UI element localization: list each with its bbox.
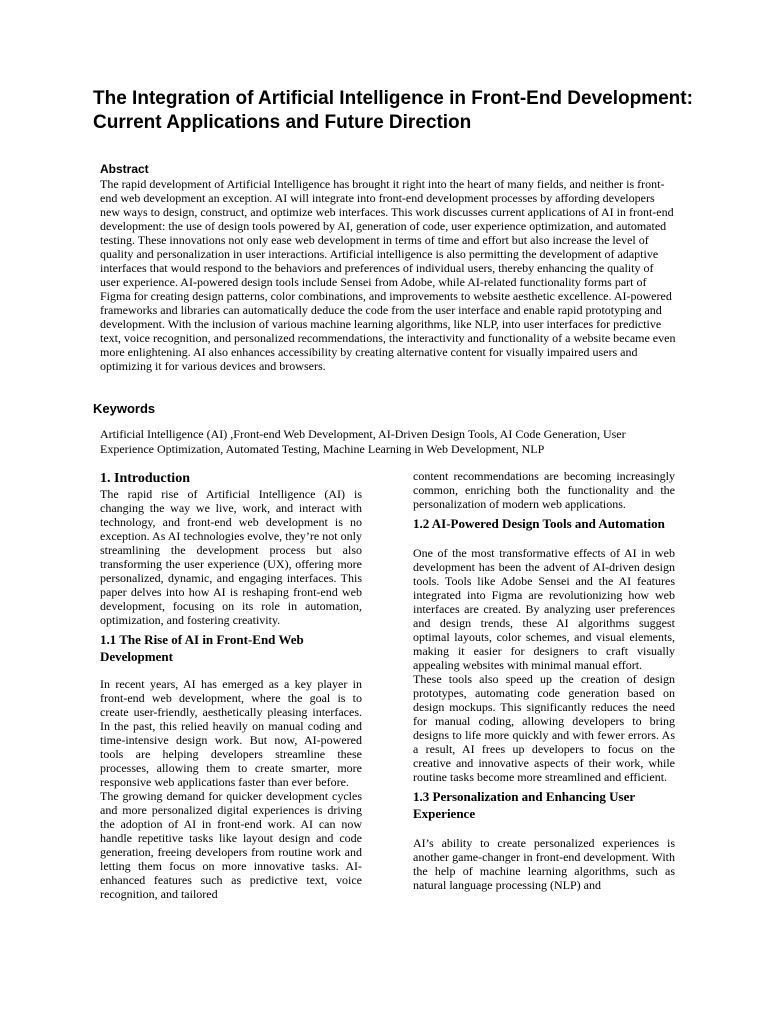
section-1-1-paragraph-2: The growing demand for quicker development cycles and more personalized digital experiences is driving the adoption of AI in front-end work. AI can now handle repetitive tasks like layout design and code generation, freeing developers from routine work and letting them focus on more innovative tasks. AI-enhanced features such as predictive text, voice recognition, and tailored	[100, 789, 362, 901]
abstract-text: The rapid development of Artificial Intelligence has brought it right into the heart of many fields, and neither is front-end web development an exception. AI will integrate into front-end development processes by affording developers new ways to design, construct, and optimize web interfaces. This work discusses current applications of AI in front-end development: the use of design tools powered by AI, generation of code, user experience optimization, and automated testing. These innovations not only ease web development in terms of time and effort but also increase the level of quality and personalization in user interactions. Artificial intelligence is also permitting the development of adaptive interfaces that would respond to the behaviors and preferences of individual users, thereby enhancing the quality of user experience. AI-powered design tools include Sensei from Adobe, while AI-related functionality forms part of Figma for creating design patterns, color combinations, and improvements to website aesthetic excellence. AI-powered frameworks and libraries can automatically deduce the code from the user interface and enable rapid prototyping and development. With the inclusion of various machine learning algorithms, like NLP, into user interfaces for predictive text, voice recognition, and personalized recommendations, the interactivity and functionality of a website became even more enlightening. AI also enhances accessibility by creating alternative content for visually impaired users and optimizing it for various devices and browsers.	[100, 177, 676, 373]
keywords-text: Artificial Intelligence (AI) ,Front-end Web Development, AI-Driven Design Tools, AI Code Generation, User Experience Optimization, Automated Testing, Machine Learning in Web Development, NLP	[100, 427, 626, 456]
keywords-heading: Keywords	[93, 401, 156, 416]
right-column	[413, 469, 675, 892]
abstract-heading: Abstract	[100, 162, 149, 176]
section-1-1-paragraph-1: In recent years, AI has emerged as a key player in front-end web development, where the goal is to create user-friendly, aesthetically pleasing interfaces. In the past, this relied heavily on manual coding and time-intensive design work. But now, AI-powered tools are helping developers streamline these processes, allowing them to create smarter, more responsive web applications faster than ever before.	[100, 677, 362, 789]
paper-title: The Integration of Artificial Intelligence in Front-End Development: Current Applications and Future Direction	[93, 88, 693, 133]
section-1-3-paragraph-1: AI’s ability to create personalized experiences is another game-changer in front-end development. With the help of machine learning algorithms, such as natural language processing (NLP) and	[413, 836, 675, 892]
left-column	[100, 470, 362, 901]
section-heading-introduction: 1. Introduction	[100, 471, 190, 486]
section-1-2-paragraph-1: One of the most transformative effects of AI in web development has been the advent of AI-driven design tools. Tools like Adobe Sensei and the AI features integrated into Figma are revolutionizing how web interfaces are created. By analyzing user preferences and design trends, these AI algorithms suggest optimal layouts, color schemes, and visual elements, making it easier for designers to craft visually appealing websites with minimal manual effort.	[413, 546, 675, 672]
section-1-2-paragraph-2: These tools also speed up the creation of design prototypes, automating code generation based on design mockups. This significantly reduces the need for manual coding, allowing developers to bring designs to life more quickly and with fewer errors. As a result, AI frees up developers to focus on the creative and innovative aspects of their work, while routine tasks become more streamlined and efficient.	[413, 672, 675, 784]
introduction-paragraph: The rapid rise of Artificial Intelligence (AI) is changing the way we live, work, and interact with technology, and front-end web development is no exception. As AI technologies evolve, they’re not only streamlining the development process but also transforming the user experience (UX), offering more personalized, dynamic, and engaging interfaces. This paper delves into how AI is reshaping front-end web development, focusing on its role in automation, optimization, and fostering creativity.	[100, 487, 362, 627]
section-heading-1-2: 1.2 AI-Powered Design Tools and Automation	[413, 516, 665, 531]
section-1-1-paragraph-2-continued: content recommendations are becoming increasingly common, enriching both the functionality and the personalization of modern web applications.	[413, 469, 675, 511]
section-heading-1-3: 1.3 Personalization and Enhancing User Experience	[413, 789, 635, 821]
section-heading-1-1: 1.1 The Rise of AI in Front-End Web Development	[100, 632, 304, 664]
